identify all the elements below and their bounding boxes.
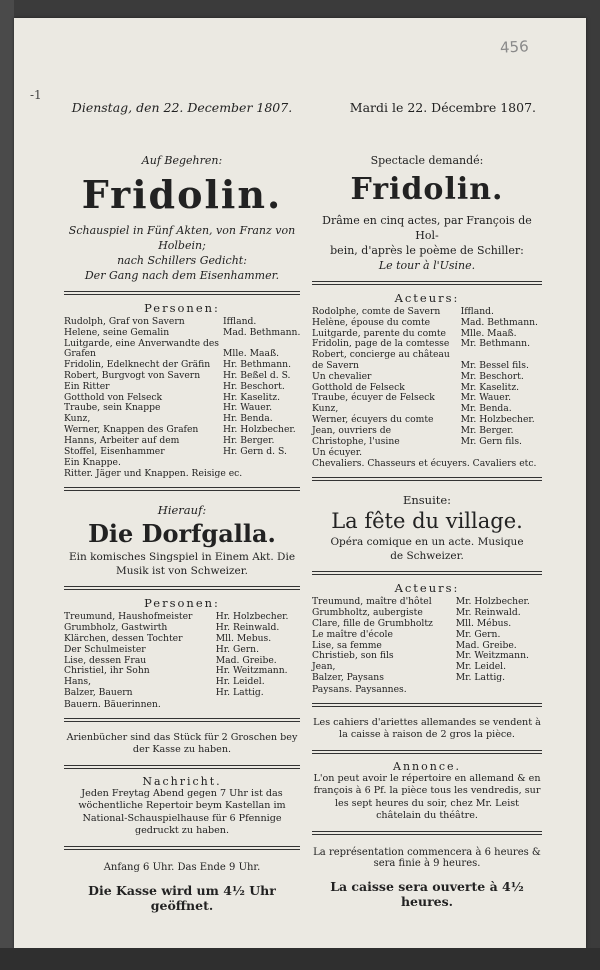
cast-role: Jean, [312,661,336,673]
german-title: Fridolin. [81,172,283,217]
cast-actor: Mr. Holzbecher. [455,596,530,608]
cast-role: Hanns, Arbeiter auf dem [64,434,180,446]
cast-role: Helène, épouse du comte [312,316,431,328]
cast-actor: Hr. Holzbecher. [215,611,289,623]
cast-actor: Mr. Holzbecher. [460,413,535,425]
cast-row [312,426,542,437]
cast-row [312,651,542,662]
german-notice-heading: Nachricht. [142,774,222,788]
cast-role: Lise, sa femme [312,639,382,651]
divider [312,750,542,754]
cast-role: Der Schulmeister [64,643,146,655]
margin-mark: -1 [30,88,42,102]
cast-actor: Mr. Kaselitz. [460,381,520,393]
cast-role: Robert, Burgvogt von Savern [64,369,201,381]
cast-role: Treumund, maître d'hôtel [312,596,432,608]
french-request: Spectacle demandé: [370,154,484,167]
cast-role: Grumbholtz, aubergiste [312,607,423,619]
cast-role: Fridolin, page de la comtesse [312,338,450,350]
french-date: Mardi le 22. Décembre 1807. [349,100,536,115]
german-date: Dienstag, den 22. December 1807. [71,100,293,115]
german-cast-table [64,317,300,457]
french-subtitle-2: bein, d'après le poème de Schiller: [330,244,524,257]
cast-actor: Mad. Greibe. [215,654,277,666]
german-cast-heading: Personen: [144,301,220,315]
cast-actor: Mr. Reinwald. [455,607,521,619]
cast-row [312,673,542,684]
cast-role: Fridolin, Edelknecht der Gräfin [64,359,211,371]
german-libretto-notice: Arienbücher sind das Stück für 2 Groschen bey der Kasse zu haben. [66,731,298,756]
french-notice-body: L'on peut avoir le répertoire en allemand & en françois à 6 Pf. la pièce tous les vendredis, sur les sept heures du soir, chez Mr. Leist châtelain du théâtre. [313,772,541,822]
divider [64,291,300,295]
cast-row [64,328,300,339]
french-cast-heading: Acteurs: [394,291,460,305]
cast-actor: Mr. Benda. [460,403,512,415]
cast-row [64,688,300,699]
cast-role: Stoffel, Eisenhammer [64,445,165,457]
divider [312,831,542,835]
german-title-2-sub-2: Musik ist von Schweizer. [116,565,248,578]
cast-role: Kunz, [312,403,339,415]
divider [64,487,300,491]
cast-actor: Hr. Lattig. [215,686,264,698]
french-cast-table [312,307,542,447]
cast-actor: Iffland. [223,316,257,327]
cast-role: Jean, ouvriers de [312,424,392,436]
cast-role: Robert, concierge au château [312,349,450,361]
cast-actor: Hr. Holzbecher. [223,423,296,435]
cast-row [312,318,542,329]
german-cast2-heading: Personen: [144,596,220,611]
cast-row [64,447,300,458]
cast-actor: Mad. Greibe. [455,639,517,651]
french-cast2-heading: Acteurs: [394,581,460,596]
cast-actor: Hr. Weitzmann. [215,665,288,677]
cast-actor: Mr. Beschort. [460,370,524,382]
cast-role: Luitgarde, parente du comte [312,327,446,339]
cast-role: Rodolphe, comte de Savern [312,306,441,317]
german-subtitle-2: nach Schillers Gedicht: [117,254,247,267]
divider [312,571,542,575]
cast-role: Luitgarde, eine Anverwandte des [64,337,220,349]
french-cast2-table [312,597,542,683]
divider [64,586,300,590]
cast-role: Traube, écuyer de Felseck [312,392,435,404]
cast-role: Christophe, l'usine [312,435,400,447]
cast-row [64,382,300,393]
scan-bottom-edge [0,948,600,970]
french-title-2-sub-1: Opéra comique en un acte. Musique [330,536,524,549]
german-subtitle-1: Schauspiel in Fünf Akten, von Franz von Holbein; [68,224,296,252]
french-times: La représentation commencera à 6 heures & sera finie à 9 heures. [313,846,541,869]
divider [64,765,300,769]
cast-actor: Mr. Gern fils. [460,435,522,447]
cast-role: Christieb, son fils [312,650,394,662]
cast-role: Un chevalier [312,370,372,382]
cast-role: Clare, fille de Grumbholtz [312,617,433,629]
french-then: Ensuite: [402,493,452,508]
cast-actor: Mr. Bessel fils. [460,359,529,371]
cast-role: Lise, dessen Frau [64,654,147,666]
cast-role: Balzer, Paysans [312,671,384,683]
cast-actor: Mr. Gern. [455,628,501,640]
cast-role: Treumund, Haushofmeister [64,611,193,623]
cast-role: Ein Ritter [64,380,110,392]
german-title-2-sub-1: Ein komisches Singspiel in Einem Akt. Die [68,551,296,564]
cast-row [312,437,542,448]
cast-actor: Mr. Wauer. [460,392,512,404]
cast-role: Grumbholz, Gastwirth [64,622,168,634]
divider [312,477,542,481]
french-cast-extra-2: Chevaliers. Chasseurs et écuyers. Cavaliers etc. [312,458,537,470]
german-notice-body: Jeden Freytag Abend gegen 7 Uhr ist das wöchentliche Repertoir beym Kastellan im National-Schauspielhause für 6 Pfennige gedruckt zu haben. [78,787,286,837]
divider [312,281,542,285]
french-column [312,100,542,909]
archive-number: 456 [499,37,530,57]
french-subtitle-1: Drâme en cinq actes, par François de Hol- [322,214,532,242]
german-cast2-extra: Bauern. Bäuerinnen. [64,698,161,710]
cast-row [312,630,542,641]
cast-role: Le maître d'école [312,628,393,640]
cast-row [312,372,542,383]
german-box-office: Die Kasse wird um 4½ Uhr geöffnet. [88,882,276,913]
cast-role: Werner, Knappen des Grafen [64,423,199,435]
german-cast2-table [64,612,300,698]
cast-actor: Hr. Gern. [215,643,260,655]
cast-actor: Iffland. [460,306,494,317]
cast-actor: Mlle. Maaß. [460,327,517,339]
divider [64,718,300,722]
german-request: Auf Begehren: [141,154,223,167]
cast-actor: Mr. Bethmann. [460,338,530,350]
cast-role: de Savern [312,359,359,371]
cast-role: Gotthold de Felseck [312,381,405,393]
cast-actor: Hr. Beßel d. S. [223,369,291,381]
cast-role: Rudolph, Graf von Savern [64,316,185,327]
cast-actor: Hr. Berger. [223,434,275,446]
cast-role: Grafen [64,348,96,360]
cast-row [64,645,300,656]
french-cast2-extra: Paysans. Paysannes. [312,683,407,695]
german-then: Hierauf: [157,503,207,518]
french-title-2: La fête du village. [331,509,523,534]
cast-role: Gotthold von Felseck [64,391,163,403]
french-cast-extra-1: Un écuyer. [312,447,363,459]
scan-edge [0,0,14,970]
cast-actor: Hr. Bethmann. [223,359,291,371]
cast-role: Christiel, ihr Sohn [64,665,150,677]
cast-actor: Mr. Lattig. [455,671,506,683]
cast-actor: Mlle. Maaß. [223,348,279,360]
cast-role: Helene, seine Gemalin [64,326,170,338]
french-title-2-sub-2: de Schweizer. [390,550,464,563]
german-cast-extra-2: Ritter. Jäger und Knappen. Reisige ec. [64,468,243,480]
german-subtitle-3: Der Gang nach dem Eisenhammer. [84,269,280,282]
cast-actor: Mr. Weitzmann. [455,650,529,662]
divider [64,846,300,850]
divider [312,703,542,707]
cast-actor: Mad. Bethmann. [460,316,538,328]
cast-role: Klärchen, dessen Tochter [64,632,183,644]
french-title: Fridolin. [350,172,504,207]
cast-actor: Mll. Mébus. [455,617,512,629]
cast-actor: Hr. Wauer. [223,402,273,414]
cast-role: Balzer, Bauern [64,686,133,698]
cast-actor: Hr. Kaselitz. [223,391,281,403]
cast-role: Traube, sein Knappe [64,402,161,414]
cast-actor: Mll. Mebus. [215,632,272,644]
cast-actor: Mr. Leidel. [455,661,507,673]
german-title-2: Die Dorfgalla. [88,519,276,549]
cast-role: Werner, écuyers du comte [312,413,434,425]
cast-actor: Mad. Bethmann. [223,326,301,338]
cast-actor: Mr. Berger. [460,424,514,436]
cast-role: Kunz, [64,413,91,425]
cast-actor: Hr. Leidel. [215,676,265,688]
french-libretto-notice: Les cahiers d'ariettes allemandes se vendent à la caisse à raison de 2 gros la pièce. [313,716,541,741]
cast-role: Hans, [64,676,92,688]
german-column [64,100,300,913]
french-notice-heading: Annonce. [393,759,461,773]
cast-actor: Hr. Reinwald. [215,622,280,634]
german-cast-extra-1: Ein Knappe. [64,457,121,469]
german-times: Anfang 6 Uhr. Das Ende 9 Uhr. [103,861,261,873]
cast-actor: Hr. Gern d. S. [223,445,287,457]
cast-actor: Hr. Beschort. [223,380,285,392]
french-subtitle-3: Le tour à l'Usine. [378,259,476,272]
french-box-office: La caisse sera ouverte à 4½ heures. [330,878,524,909]
cast-actor: Hr. Benda. [223,413,273,425]
cast-row [64,436,300,447]
